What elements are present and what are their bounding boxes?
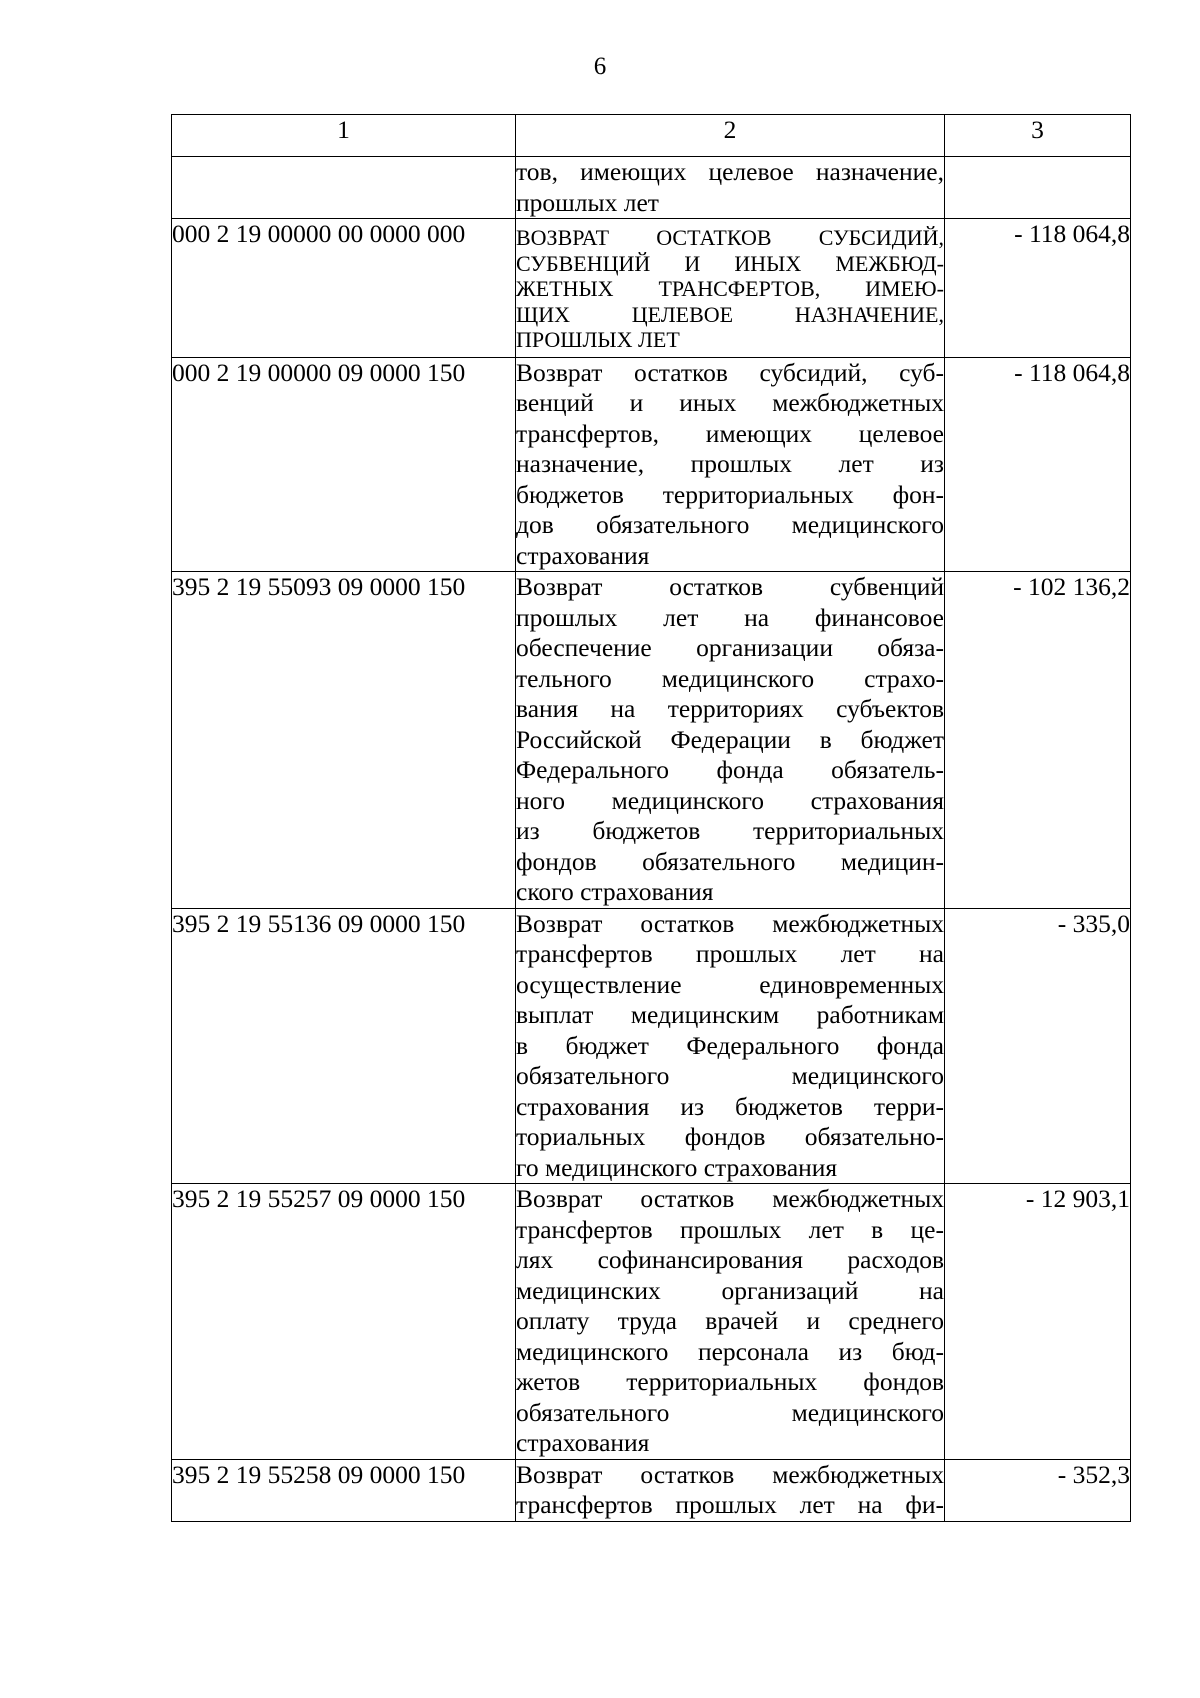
description-line: выплат медицинским работникам	[516, 1000, 944, 1029]
row-description	[516, 908, 945, 1184]
row-code: 395 2 19 55136 09 0000 150	[172, 908, 516, 1184]
description-line: медицинского персонала из бюд-	[516, 1336, 944, 1366]
description-line: бюджетов территориальных фон-	[516, 479, 944, 509]
description-line: ЩИХ ЦЕЛЕВОЕ НАЗНАЧЕНИЕ,	[516, 301, 944, 327]
row-amount: - 12 903,1	[945, 1184, 1131, 1460]
row-description	[516, 572, 945, 909]
row-amount	[945, 157, 1131, 219]
description-line: трансфертов прошлых лет в це-	[516, 1214, 944, 1244]
description-line: медицинских организаций на	[516, 1275, 944, 1305]
description-line: дов обязательного медицинского	[516, 510, 944, 539]
description-line: лях софинансирования расходов	[516, 1245, 944, 1274]
description-line: фондов обязательного медицин-	[516, 846, 944, 876]
description-line: осуществление единовременных	[516, 969, 944, 999]
row-code: 395 2 19 55093 09 0000 150	[172, 572, 516, 909]
description-line: оплату труда врачей и среднего	[516, 1306, 944, 1335]
row-code	[172, 157, 516, 219]
description-line: из бюджетов территориальных	[516, 816, 944, 845]
description-line: Возврат остатков субвенций	[516, 572, 944, 601]
description-line: тельного медицинского страхо-	[516, 663, 944, 693]
row-description	[516, 1459, 945, 1521]
description-line: Российской Федерации в бюджет	[516, 724, 944, 754]
row-description	[516, 357, 945, 572]
description-line: в бюджет Федерального фонда	[516, 1030, 944, 1060]
row-amount: - 102 136,2	[945, 572, 1131, 909]
budget-table	[171, 114, 1131, 1522]
description-line: ториальных фондов обязательно-	[516, 1122, 944, 1151]
row-description	[516, 157, 945, 219]
description-line: ЖЕТНЫХ ТРАНСФЕРТОВ, ИМЕЮ-	[516, 276, 944, 301]
row-code: 395 2 19 55258 09 0000 150	[172, 1459, 516, 1521]
row-amount: - 335,0	[945, 908, 1131, 1184]
description-line: обеспечение организации обяза-	[516, 633, 944, 662]
page-number: 6	[593, 53, 607, 80]
description-line: страхования из бюджетов терри-	[516, 1091, 944, 1121]
column-header-amount: 3	[945, 115, 1131, 157]
row-amount: - 352,3	[945, 1459, 1131, 1521]
row-description	[516, 219, 945, 358]
row-code: 000 2 19 00000 09 0000 150	[172, 357, 516, 572]
description-line: ского страхования	[516, 877, 714, 906]
row-code: 000 2 19 00000 00 0000 000	[172, 219, 516, 358]
header-row	[172, 115, 1131, 157]
description-line: трансфертов, имеющих целевое	[516, 418, 944, 448]
description-line: венций и иных межбюджетных	[516, 388, 944, 417]
table-row	[172, 1459, 1131, 1521]
description-line: обязательного медицинского	[516, 1397, 944, 1427]
table-row	[172, 1184, 1131, 1460]
description-line: жетов территориальных фондов	[516, 1367, 944, 1396]
description-line: Возврат остатков межбюджетных	[516, 1184, 944, 1213]
description-line: страхования	[516, 1428, 650, 1457]
description-line: прошлых лет на финансовое	[516, 602, 944, 632]
description-line: ВОЗВРАТ ОСТАТКОВ СУБСИДИЙ,	[516, 225, 944, 250]
description-line: трансфертов прошлых лет на	[516, 939, 944, 968]
description-line: трансфертов прошлых лет на фи-	[516, 1490, 944, 1519]
description-line: ного медицинского страхования	[516, 785, 944, 815]
description-line: вания на территориях субъектов	[516, 694, 944, 723]
row-code: 395 2 19 55257 09 0000 150	[172, 1184, 516, 1460]
column-header-code: 1	[172, 115, 516, 157]
column-header-description: 2	[516, 115, 945, 157]
description-line: ПРОШЛЫХ ЛЕТ	[516, 327, 680, 352]
table-row	[172, 219, 1131, 358]
description-line: тов, имеющих целевое назначение,	[516, 157, 944, 186]
row-amount: - 118 064,8	[945, 357, 1131, 572]
description-line: Возврат остатков межбюджетных	[516, 1459, 944, 1489]
table-row	[172, 908, 1131, 1184]
description-line: прошлых лет	[516, 187, 659, 217]
description-line: страхования	[516, 540, 650, 570]
description-line: Возврат остатков субсидий, суб-	[516, 357, 944, 387]
description-line: назначение, прошлых лет из	[516, 449, 944, 478]
table-row	[172, 357, 1131, 572]
description-line: СУБВЕНЦИЙ И ИНЫХ МЕЖБЮД-	[516, 250, 944, 276]
description-line: Возврат остатков межбюджетных	[516, 908, 944, 938]
description-line: го медицинского страхования	[516, 1152, 838, 1182]
table-row	[172, 157, 1131, 219]
description-line: Федерального фонда обязатель-	[516, 755, 944, 784]
table-row	[172, 572, 1131, 909]
row-amount: - 118 064,8	[945, 219, 1131, 358]
description-line: обязательного медицинского	[516, 1061, 944, 1090]
row-description	[516, 1184, 945, 1460]
